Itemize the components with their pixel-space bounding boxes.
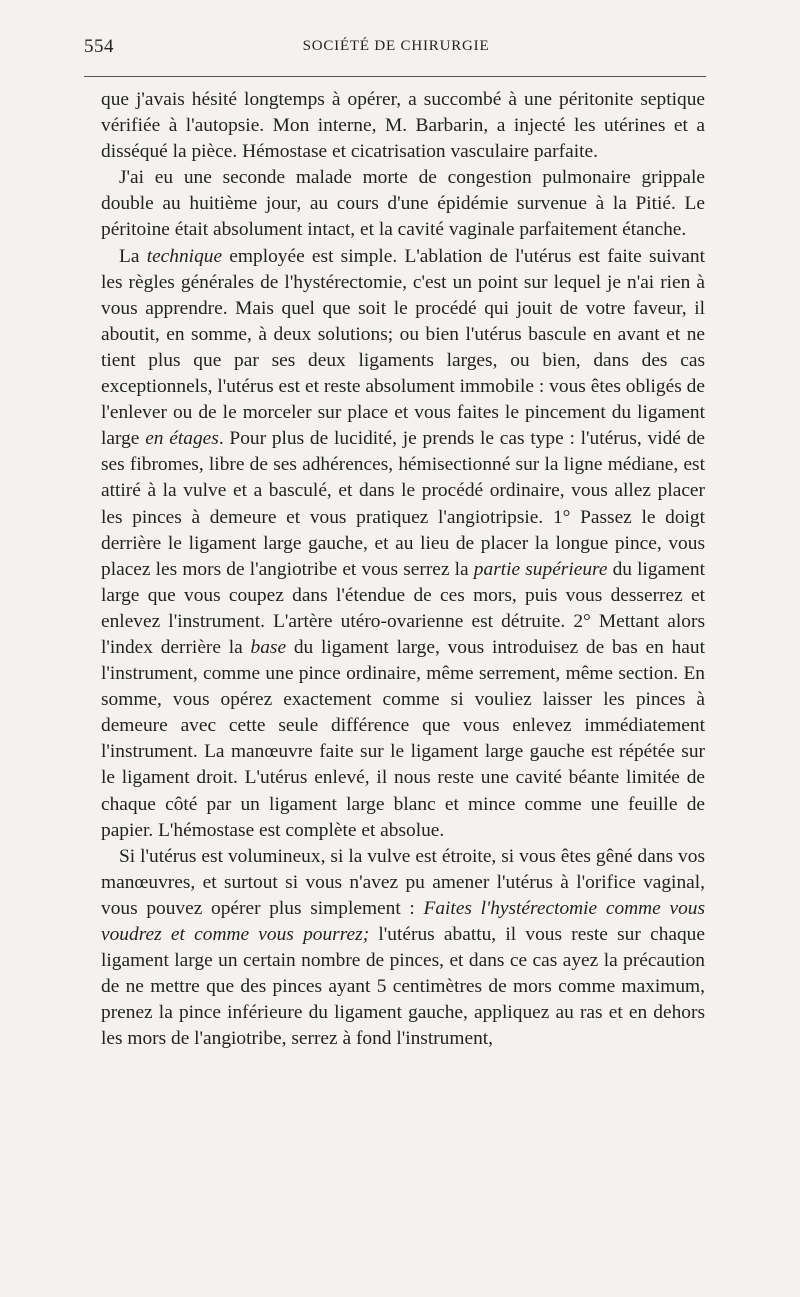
paragraph-3-text: du ligament large que vous coupez dans l'étendue de ces mors, puis vous desserrez et enlevez l'instrument. L'artère utéro-ovarienne est détruite. 2° Mettant alors l'index derrière la bbox=[101, 558, 705, 658]
running-head: SOCIÉTÉ DE CHIRURGIE bbox=[302, 38, 490, 54]
paragraph-4-text: Si l'utérus est volumineux, si la vulve est étroite, si vous êtes gêné dans vos manœuvres, et surtout si vous n'avez pu amener l'utérus à l'orifice vaginal, vous pouvez opérer plus simplement : bbox=[101, 845, 705, 919]
body-text bbox=[101, 87, 705, 1052]
italic-faites-hysterectomie: Faites l'hystérectomie comme vous voudrez et comme vous pourrez; bbox=[101, 897, 705, 945]
paragraph-3-text: . Pour plus de lucidité, je prends le cas type : l'utérus, vidé de ses fibromes, libre de ses adhérences, hémisectionné sur la ligne médiane, est attiré à la vulve et a basculé, et dans le procédé ordinaire, vous allez placer les pinces à demeure et vous pratiquez l'angiotripsie. 1° Passez le doigt derrière le ligament large gauche, et au lieu de placer la longue pince, vous placez les mors de l'angiotribe et vous serrez la bbox=[101, 428, 705, 580]
paragraph-4 bbox=[101, 844, 705, 1053]
italic-base: base bbox=[250, 636, 287, 658]
italic-en-etages: en étages bbox=[145, 428, 219, 450]
page-header bbox=[84, 36, 708, 60]
italic-technique: technique bbox=[146, 245, 223, 267]
paragraph-3 bbox=[101, 244, 705, 844]
paragraph-3-text: employée est simple. L'ablation de l'utérus est faite suivant les règles générales de l'hystérectomie, c'est un point sur lequel je n'ai rien à vous apprendre. Mais quel que soit le procédé qui jouit de votre faveur, il aboutit, en somme, à deux solutions; ou bien l'utérus bascule en avant et ne tient plus que par ses deux ligaments larges, ou bien, dans des cas exceptionnels, l'utérus est et reste absolument immobile : vous êtes obligés de l'enlever ou de le morceler sur place et vous faites le pincement du ligament large bbox=[101, 245, 705, 450]
paragraph-2: J'ai eu une seconde malade morte de congestion pulmonaire grippale double au huitième jour, au cours d'une épidémie survenue à la Pitié. Le péritoine était absolument intact, et la cavité vaginale parfaitement étanche. bbox=[101, 167, 705, 241]
page-number: 554 bbox=[84, 36, 114, 57]
paragraph-1: que j'avais hésité longtemps à opérer, a succombé à une péritonite septique vérifiée à l'autopsie. Mon interne, M. Barbarin, a injecté les utérines et a disséqué la pièce. Hémostase et cicatrisation vasculaire parfaite. bbox=[101, 89, 705, 163]
header-rule bbox=[84, 76, 706, 77]
paragraph-4-text: l'utérus abattu, il vous reste sur chaque ligament large un certain nombre de pinces, et dans ce cas ayez la précaution de ne mettre que des pinces ayant 5 centimètres de mors comme maximum, prenez la pince inférieure du ligament gauche, appliquez au ras et en dehors les mors de l'angiotribe, serrez à fond l'instrument, bbox=[101, 924, 705, 1050]
paragraph-3-text: La bbox=[119, 245, 147, 267]
italic-partie-superieure: partie supérieure bbox=[473, 558, 608, 580]
paragraph-3-text: du ligament large, vous introduisez de bas en haut l'instrument, comme une pince ordinaire, même serrement, même section. En somme, vous opérez exactement comme si vouliez laisser les pinces à demeure avec cette seule différence que vous enlevez immédiatement l'instrument. La manœuvre faite sur le ligament large gauche est répétée sur le ligament droit. L'utérus enlevé, il nous reste une cavité béante limitée de chaque côté par un ligament large blanc et mince comme une feuille de papier. L'hémostase est complète et absolue. bbox=[101, 636, 705, 841]
